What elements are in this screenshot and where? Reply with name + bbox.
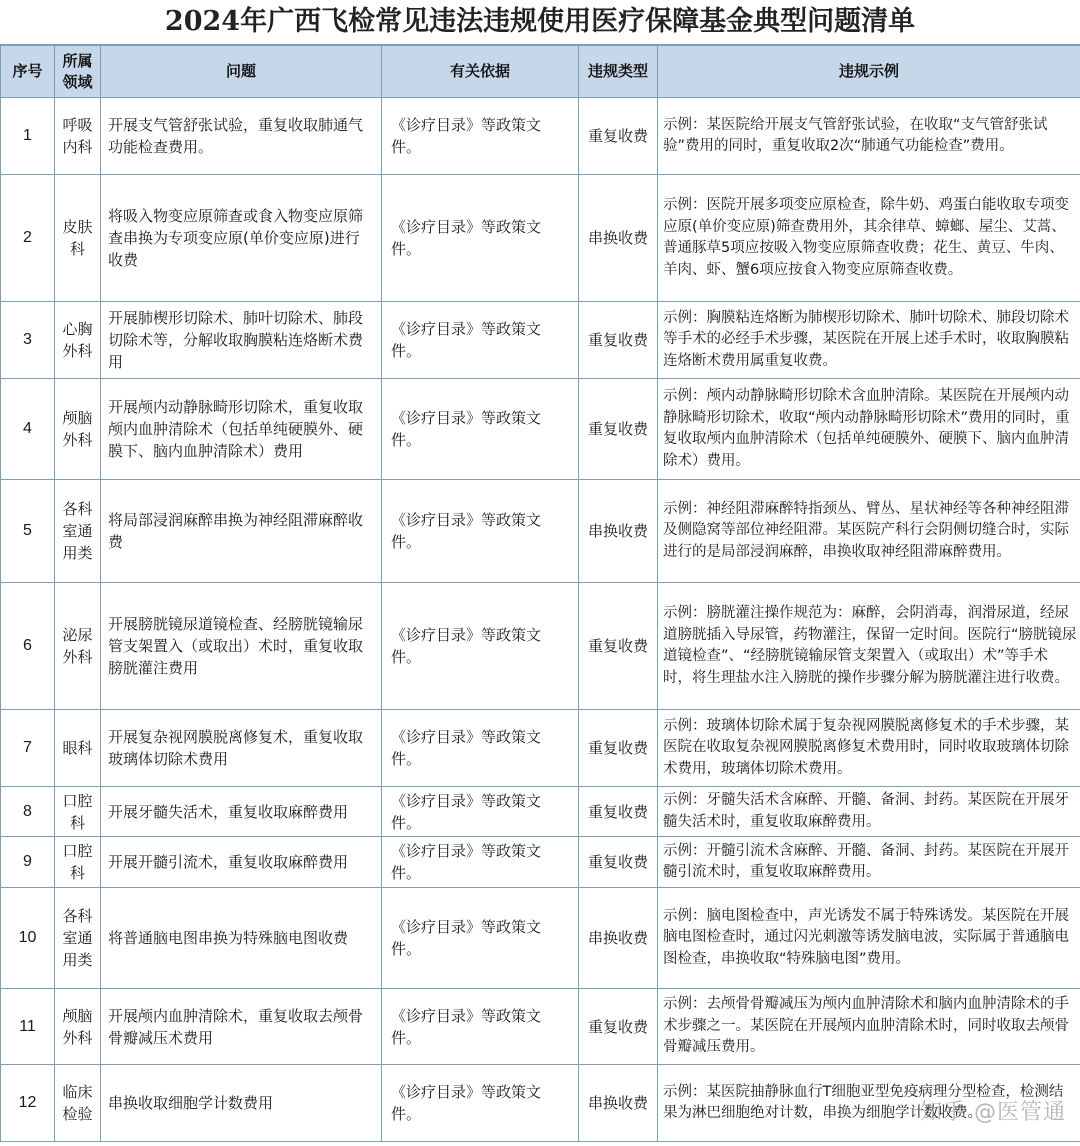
row-violation-type: 重复收费: [579, 989, 658, 1065]
row-example: 示例：神经阻滞麻醉特指颈丛、臂丛、星状神经等各种神经阻滞及侧隐窝等部位神经阻滞。某医院产科行会阴侧切缝合时，实际进行的是局部浸润麻醉，串换收取神经阻滞麻醉费用。: [658, 480, 1080, 583]
row-department: 眼科: [55, 710, 101, 787]
table-row: [1, 379, 1080, 480]
row-violation-type: 重复收费: [579, 302, 658, 379]
row-example: 示例：脑电图检查中，声光诱发不属于特殊诱发。某医院在开展脑电图检查时，通过闪光刺激等诱发脑电波，实际属于普通脑电图检查，串换收取“特殊脑电图”费用。: [658, 888, 1080, 989]
row-number: 4: [1, 379, 55, 480]
row-department: 泌尿 外科: [55, 583, 101, 710]
row-basis: 《诊疗目录》等政策文件。: [382, 989, 579, 1065]
row-basis: 《诊疗目录》等政策文件。: [382, 837, 579, 888]
row-number: 9: [1, 837, 55, 888]
row-violation-type: 串换收费: [579, 1065, 658, 1142]
row-violation-type: 串换收费: [579, 175, 658, 302]
row-number: 6: [1, 583, 55, 710]
row-department: 呼吸 内科: [55, 98, 101, 175]
issue-table: [0, 45, 1080, 1142]
row-example: 示例：某医院给开展支气管舒张试验，在收取“支气管舒张试验”费用的同时，重复收取2次“肺通气功能检查”费用。: [658, 98, 1080, 175]
row-number: 8: [1, 787, 55, 837]
row-issue: 开展开髓引流术，重复收取麻醉费用: [101, 837, 382, 888]
row-violation-type: 重复收费: [579, 837, 658, 888]
row-number: 5: [1, 480, 55, 583]
row-department: 颅脑 外科: [55, 379, 101, 480]
header-issue: 问题: [101, 46, 382, 98]
row-example: 示例：去颅骨骨瓣减压为颅内血肿清除术和脑内血肿清除术的手术步骤之一。某医院在开展颅内血肿清除术时，同时收取去颅骨骨瓣减压费用。: [658, 989, 1080, 1065]
table-row: [1, 480, 1080, 583]
row-number: 12: [1, 1065, 55, 1142]
table-row: [1, 175, 1080, 302]
row-issue: 将普通脑电图串换为特殊脑电图收费: [101, 888, 382, 989]
table-body: [1, 98, 1080, 1142]
table-row: [1, 302, 1080, 379]
row-basis: 《诊疗目录》等政策文件。: [382, 302, 579, 379]
row-number: 10: [1, 888, 55, 989]
table-row: [1, 98, 1080, 175]
row-department: 皮肤 科: [55, 175, 101, 302]
header-example: 违规示例: [658, 46, 1080, 98]
row-issue: 开展牙髓失活术，重复收取麻醉费用: [101, 787, 382, 837]
row-example: 示例：牙髓失活术含麻醉、开髓、备洞、封药。某医院在开展牙髓失活术时，重复收取麻醉费用。: [658, 787, 1080, 837]
row-department: 临床 检验: [55, 1065, 101, 1142]
row-issue: 将吸入物变应原筛查或食入物变应原筛查串换为专项变应原(单价变应原)进行收费: [101, 175, 382, 302]
row-example: 示例：某医院抽静脉血行T细胞亚型免疫病理分型检查，检测结果为淋巴细胞绝对计数，串换为细胞学计数收费。: [658, 1065, 1080, 1142]
row-department: 各科 室通 用类: [55, 888, 101, 989]
header-type: 违规类型: [579, 46, 658, 98]
row-example: 示例：玻璃体切除术属于复杂视网膜脱离修复术的手术步骤，某医院在收取复杂视网膜脱离修复术费用时，同时收取玻璃体切除术费用，玻璃体切除术费用。: [658, 710, 1080, 787]
row-violation-type: 串换收费: [579, 888, 658, 989]
table-row: [1, 837, 1080, 888]
table-row: [1, 888, 1080, 989]
row-basis: 《诊疗目录》等政策文件。: [382, 1065, 579, 1142]
row-example: 示例：膀胱灌注操作规范为：麻醉，会阴消毒，润滑尿道，经尿道膀胱插入导尿管，药物灌注，保留一定时间。医院行“膀胱镜尿道镜检查”、“经膀胱镜输尿管支架置入（或取出）术”等手术时，将生理盐水注入膀胱的操作步骤分解为膀胱灌注进行收费。: [658, 583, 1080, 710]
table-row: [1, 787, 1080, 837]
row-issue: 开展肺楔形切除术、肺叶切除术、肺段切除术等，分解收取胸膜粘连烙断术费用: [101, 302, 382, 379]
row-issue: 将局部浸润麻醉串换为神经阻滞麻醉收费: [101, 480, 382, 583]
watermark-text: 知乎 @医管通: [920, 1100, 1066, 1125]
row-issue: 开展颅内血肿清除术，重复收取去颅骨骨瓣减压术费用: [101, 989, 382, 1065]
table-header-row: [1, 46, 1080, 98]
table-row: [1, 989, 1080, 1065]
table-row: [1, 710, 1080, 787]
row-number: 7: [1, 710, 55, 787]
row-number: 1: [1, 98, 55, 175]
row-issue: 开展颅内动静脉畸形切除术，重复收取颅内血肿清除术（包括单纯硬膜外、硬膜下、脑内血肿清除术）费用: [101, 379, 382, 480]
row-example: 示例：医院开展多项变应原检查，除牛奶、鸡蛋白能收取专项变应原(单价变应原)筛查费用外，其余律草、蟑螂、屋尘、艾蒿、普通豚草5项应按吸入物变应原筛查收费；花生、黄豆、牛肉、羊肉、虾、蟹6项应按食入物变应原筛查收费。: [658, 175, 1080, 302]
row-basis: 《诊疗目录》等政策文件。: [382, 888, 579, 989]
row-issue: 串换收取细胞学计数费用: [101, 1065, 382, 1142]
header-no: 序号: [1, 46, 55, 98]
row-issue: 开展复杂视网膜脱离修复术，重复收取玻璃体切除术费用: [101, 710, 382, 787]
row-department: 颅脑 外科: [55, 989, 101, 1065]
row-example: 示例：开髓引流术含麻醉、开髓、备洞、封药。某医院在开展开髓引流术时，重复收取麻醉费用。: [658, 837, 1080, 888]
row-department: 各科 室通 用类: [55, 480, 101, 583]
row-department: 心胸 外科: [55, 302, 101, 379]
row-basis: 《诊疗目录》等政策文件。: [382, 379, 579, 480]
row-basis: 《诊疗目录》等政策文件。: [382, 583, 579, 710]
row-violation-type: 重复收费: [579, 710, 658, 787]
row-department: 口腔 科: [55, 787, 101, 837]
header-dept: 所属 领域: [55, 46, 101, 98]
row-department: 口腔 科: [55, 837, 101, 888]
row-example: 示例：颅内动静脉畸形切除术含血肿清除。某医院在开展颅内动静脉畸形切除术，收取“颅内动静脉畸形切除术”费用的同时，重复收取颅内血肿清除术（包括单纯硬膜外、硬膜下、脑内血肿清除术）费用。: [658, 379, 1080, 480]
row-basis: 《诊疗目录》等政策文件。: [382, 480, 579, 583]
row-number: 3: [1, 302, 55, 379]
row-basis: 《诊疗目录》等政策文件。: [382, 710, 579, 787]
header-basis: 有关依据: [382, 46, 579, 98]
row-violation-type: 重复收费: [579, 98, 658, 175]
table-row: [1, 1065, 1080, 1142]
row-violation-type: 重复收费: [579, 787, 658, 837]
row-number: 2: [1, 175, 55, 302]
row-issue: 开展膀胱镜尿道镜检查、经膀胱镜输尿管支架置入（或取出）术时，重复收取膀胱灌注费用: [101, 583, 382, 710]
row-violation-type: 串换收费: [579, 480, 658, 583]
row-basis: 《诊疗目录》等政策文件。: [382, 787, 579, 837]
row-issue: 开展支气管舒张试验，重复收取肺通气功能检查费用。: [101, 98, 382, 175]
row-violation-type: 重复收费: [579, 583, 658, 710]
row-basis: 《诊疗目录》等政策文件。: [382, 175, 579, 302]
row-example: 示例：胸膜粘连烙断为肺楔形切除术、肺叶切除术、肺段切除术等手术的必经手术步骤，某医院在开展上述手术时，收取胸膜粘连烙断术费用属重复收费。: [658, 302, 1080, 379]
row-number: 11: [1, 989, 55, 1065]
row-basis: 《诊疗目录》等政策文件。: [382, 98, 579, 175]
row-violation-type: 重复收费: [579, 379, 658, 480]
table-row: [1, 583, 1080, 710]
page-title: 2024年广西飞检常见违法违规使用医疗保障基金典型问题清单: [0, 0, 1080, 45]
